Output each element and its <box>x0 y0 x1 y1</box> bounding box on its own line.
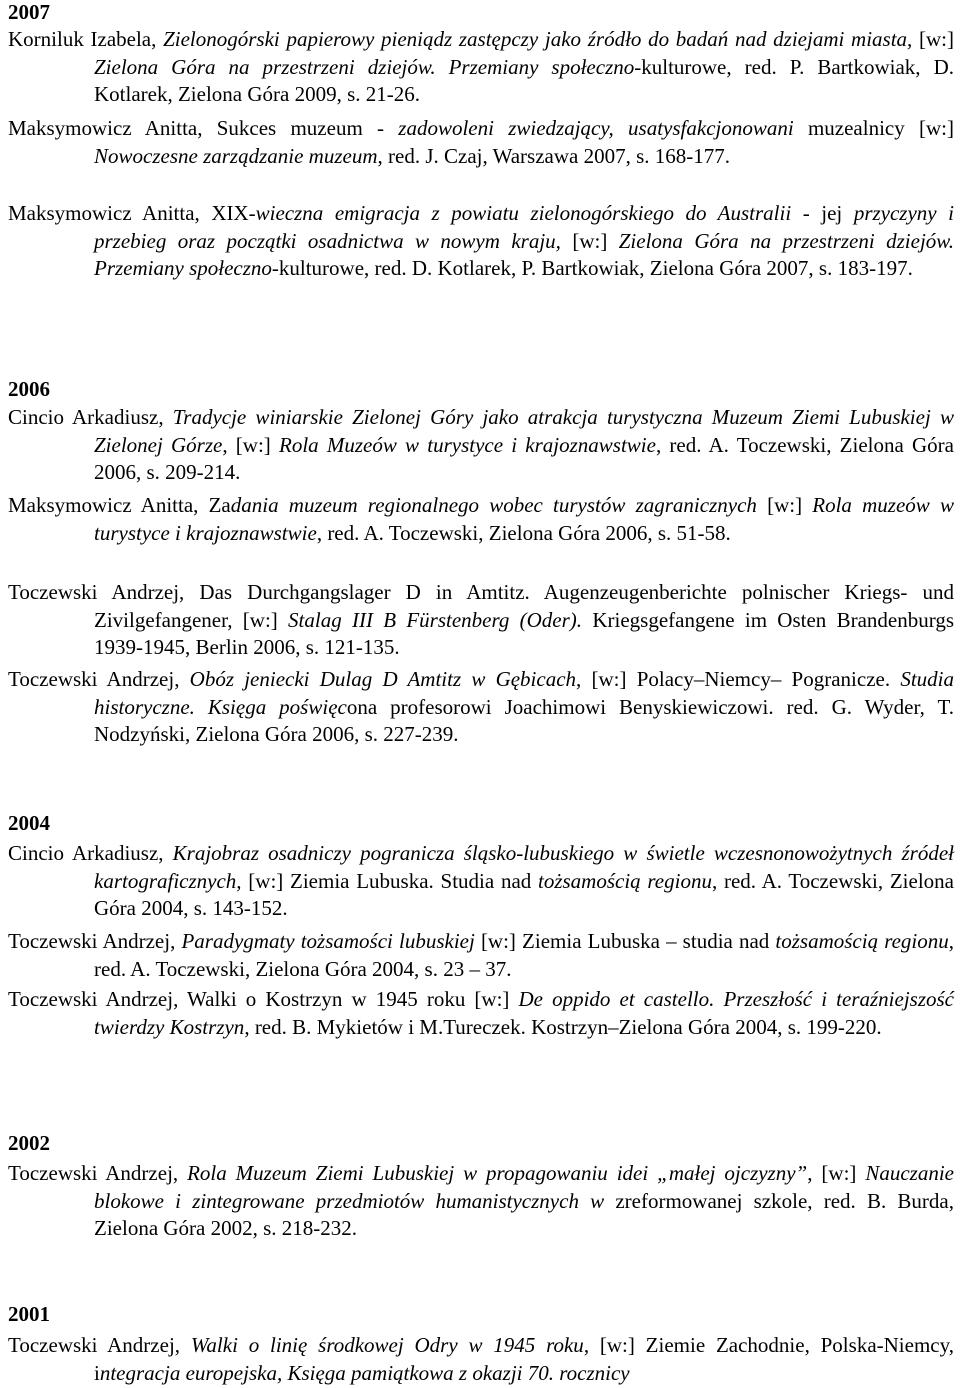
entry-text: Toczewski Andrzej, Das Durchgangslager D in Amtitz. Augenzeugenberichte polnischer Kriegs- und Zivilgefangener, [w:] <box>8 580 954 632</box>
entry-text: Toczewski Andrzej, <box>8 1333 191 1357</box>
entry-text: Toczewski Andrzej, Walki o Kostrzyn w 1945 roku [w:] <box>8 987 519 1011</box>
entry-italic-text: tożsamością regionu <box>538 868 712 893</box>
bibliography-entry <box>8 840 954 923</box>
entry-text: [w:] <box>912 27 954 51</box>
entry-text: , [w:] Polacy–Niemcy– Pogranicze. <box>576 667 901 691</box>
bibliography-entry <box>8 1160 954 1243</box>
bibliography-entry <box>8 492 954 547</box>
entry-italic-text: dania muzeum regionalnego wobec turystów zagranicznych <box>230 493 757 517</box>
entry-text: [w:] <box>756 493 813 517</box>
entry-text: , red. B. Mykietów i M.Tureczek. Kostrzyn–Zielona Góra 2004, s. 199-220. <box>244 1014 882 1039</box>
year-heading-2002: 2002 <box>8 1131 50 1155</box>
bibliography-entry <box>8 579 954 662</box>
entry-text: , red. A. Toczewski, Zielona Góra 2004, s. 23 – 37. <box>94 929 954 981</box>
entry-text: [w:] Ziemia Lubuska – studia nad <box>474 929 776 953</box>
entry-text: , [w:] <box>807 1161 866 1185</box>
entry-text: Toczewski Andrzej, <box>8 667 190 691</box>
entry-italic-text: Walki o linię środkowej Odry w 1945 roku <box>190 1333 584 1357</box>
entry-text: -kulturowe, red. D. Kotlarek, P. Bartkowiak, Zielona Góra 2007, s. 183-197. <box>271 256 913 280</box>
entry-text: - jej <box>791 201 854 225</box>
entry-text: Kriegsgefangene im Osten Brandenburgs 1939-1945, Berlin 2006, s. 121-135. <box>94 607 955 659</box>
entry-text: Cincio Arkadiusz, <box>8 405 173 429</box>
bibliography-entry <box>8 26 954 109</box>
entry-text: kulturowe, red. P. Bartkowiak, D. Kotlarek, Zielona Góra 2009, s. 21-26. <box>94 54 954 106</box>
entry-text: [w:] Ziemia Lubuska. Studia nad <box>241 868 538 893</box>
bibliography-entry <box>8 200 954 283</box>
entry-text: zreformowanej szkole, red. B. Burda, Zielona Góra 2002, s. 218-232. <box>94 1188 954 1240</box>
entry-text: , red. A. Toczewski, Zielona Góra 2004, s. 143-152. <box>94 868 954 920</box>
entry-italic-text: Zielonogórski papierowy pieniądz zastępczy jako źródło do badań nad dziejami miasta, <box>163 27 913 51</box>
entry-italic-text: Nowoczesne zarządzanie muzeum <box>94 143 378 168</box>
year-heading-2001: 2001 <box>8 1302 50 1326</box>
entry-italic-text: zadowoleni zwiedzający, usatysfakcjonowani <box>398 116 794 140</box>
entry-text: muzealnicy [w:] <box>793 116 954 140</box>
entry-text: Maksymowicz Anitta, Za <box>8 493 231 517</box>
entry-text: , [w:] Ziemie Zachodnie, Polska-Niemcy, i <box>94 1333 954 1385</box>
entry-italic-text: Stalag III B Fürstenberg (Oder). <box>288 607 583 632</box>
entry-italic-text: Rola Muzeów w turystyce i krajoznawstwie <box>279 432 656 457</box>
entry-italic-text: Obóz jeniecki Dulag D Amtitz w Gębicach <box>189 667 577 691</box>
bibliography-entry <box>8 928 954 983</box>
entry-italic-text: Rola muzeów w turystyce i krajoznawstwie <box>94 493 954 545</box>
entry-text: , [w:] <box>222 432 279 457</box>
entry-text: Toczewski Andrzej, <box>8 1161 188 1185</box>
entry-text: Maksymowicz Anitta, XIX- <box>8 201 256 225</box>
entry-italic-text: Rola Muzeum Ziemi Lubuskiej w propagowaniu idei „małej ojczyzny” <box>187 1161 808 1185</box>
entry-italic-text: ntegracja europejska, Księga pamiątkowa z okazji 70. rocznicy <box>99 1360 630 1385</box>
bibliography-entry <box>8 1332 954 1387</box>
entry-italic-text: wieczna emigracja z powiatu zielonogórskiego do Australii <box>255 201 792 225</box>
entry-text: Maksymowicz Anitta, Sukces muzeum - <box>8 116 399 140</box>
entry-italic-text: Nauczanie blokowe i zintegrowane przedmiotów humanistycznych w <box>94 1161 954 1213</box>
entry-italic-text: Zielona Góra na przestrzeni dziejów. Przemiany społeczno <box>94 228 954 280</box>
entry-italic-text: tożsamością regionu <box>775 929 949 953</box>
entry-text: ona profesorowi Joachimowi Benyskiewiczowi. red. G. Wyder, T. Nodzyński, Zielona Góra 2006, s. 227-239. <box>94 694 954 746</box>
entry-italic-text: De oppido et castello. Przeszłość i teraźniejszość twierdzy Kostrzyn <box>94 987 954 1039</box>
entry-italic-text: Tradycje winiarskie Zielonej Góry jako atrakcja turystyczna Muzeum Ziemi Lubuskiej w Zielonej Górze <box>94 405 954 457</box>
entry-text: [w:] <box>560 228 619 253</box>
bibliography-entry <box>8 666 954 749</box>
entry-italic-text: Paradygmaty tożsamości lubuskiej <box>181 929 475 953</box>
year-heading-2006: 2006 <box>8 377 50 401</box>
entry-italic-text: przyczyny i przebieg oraz początki osadnictwa w nowym kraju, <box>94 201 954 253</box>
entry-text: Korniluk Izabela, <box>8 27 164 51</box>
entry-italic-text: Krajobraz osadniczy pogranicza śląsko-lubuskiego w świetle wczesnonowożytnych źródeł kartograficznych, <box>94 841 954 893</box>
year-heading-2007: 2007 <box>8 0 50 24</box>
year-heading-2004: 2004 <box>8 811 50 835</box>
bibliography-entry <box>8 986 954 1041</box>
bibliography-entry <box>8 115 954 170</box>
entry-text: , red. A. Toczewski, Zielona Góra 2006, s. 51-58. <box>316 520 731 545</box>
entry-italic-text: Zielona Góra na przestrzeni dziejów. Przemiany społeczno- <box>94 54 642 79</box>
entry-text: , red. A. Toczewski, Zielona Góra 2006, s. 209-214. <box>94 432 954 484</box>
entry-text: Cincio Arkadiusz, <box>8 841 173 865</box>
bibliography-entry <box>8 404 954 487</box>
entry-text: Toczewski Andrzej, <box>8 929 182 953</box>
entry-italic-text: Studia historyczne. Księga poświęc <box>94 667 954 719</box>
entry-text: , red. J. Czaj, Warszawa 2007, s. 168-177. <box>377 143 731 168</box>
